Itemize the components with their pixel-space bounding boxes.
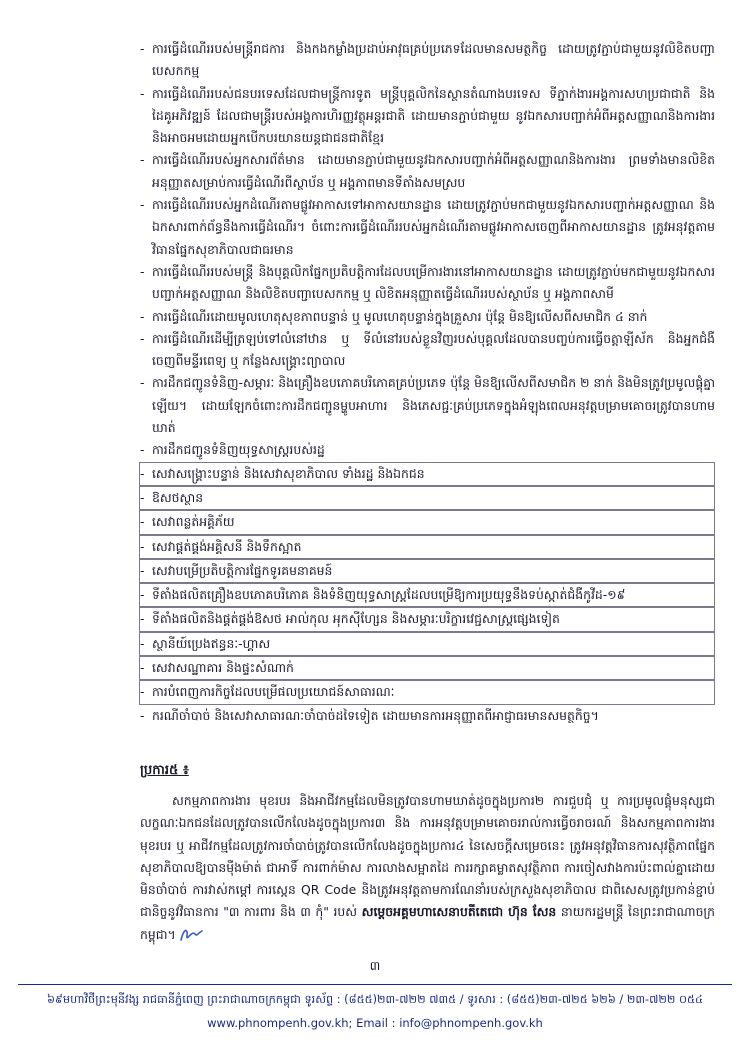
list-item: - សេវាផ្គត់ផ្គង់អគ្គិសនី និងទឹកស្អាត [139,535,715,559]
list-item: - សេវាសណ្ឋាគារ និងផ្ទះសំណាក់ [139,656,715,680]
footer-address: ៦៩មហាវិថីព្រះមុនីវង្ស រាជធានីភ្នំពេញ ព្រះរាជាណាចក្រកម្ពុជា ទូរស័ព្ទ : (៨៥៥)២៣-៧២២ ៧៣៥ / ទូរសារ : (៨៥៥)២៣-៧២៥ ៦២៦ / ២៣-៧២២ ០៥៤ [46,993,704,1006]
email-link[interactable]: info@phnompenh.gov.kh [399,1016,543,1030]
list-item: - ការបំពេញការកិច្ចដែលបម្រើផលប្រយោជន៍សាធារណៈ [139,680,715,704]
page-number: ៣ [369,958,381,973]
list-item: - ការដឹកជញ្ជូនទំនិញ-សម្ភារៈ និងគ្រឿងឧបភោគបរិភោគគ្រប់ប្រភេទ ប៉ុន្តែ មិនឱ្យលើសពីសមាជិក ២ នាក់ និងមិនត្រូវប្រមូលផ្តុំគ្នាឡើយ។ ដោយឡែកចំពោះការដឹកជញ្ជូនម្ហូបអាហារ និងភេសជ្ជៈគ្រប់ប្រភេទក្នុងអំឡុងពេលអនុវត្តបម្រាមគោចរត្រូវបានហាមឃាត់ [140,372,715,439]
list-item: - ឱសថស្ថាន [139,486,715,510]
list-item: - សេវាសង្គ្រោះបន្ទាន់ និងសេវាសុខាភិបាល ទាំងរដ្ឋ និងឯកជន [139,462,715,486]
list-item: - សេវាបម្រើប្រតិបត្តិការផ្នែកទូរគមនាគមន៍ [139,559,715,583]
list-item: - ការធ្វើដំណើររបស់មន្ត្រី និងបុគ្គលិកផ្នែកប្រតិបត្តិការដែលបម្រើការងារនៅអាកាសយានដ្ឋាន ដោយត្រូវភ្ជាប់មកជាមួយនូវឯកសារបញ្ជាក់អត្តសញ្ញាណ និងលិខិតបញ្ជាបេសកកម្ម ឬ លិខិតអនុញ្ញាតធ្វើដំណើររបស់ស្ថាប័ន ឬ អង្គភាពសាមី [140,261,715,306]
list-item: - ករណីចាំបាច់ និងសេវាសាធារណៈចាំបាច់ដទៃទៀត ដោយមានការអនុញ្ញាតពីអាជ្ញាធរមានសមត្ថកិច្ច។ [140,705,715,727]
initial-signature-icon [178,926,204,944]
article-5-text-end: នាយករដ្ឋមន្ត្រី នៃព្រះរាជាណាចក្រកម្ពុជា។ [140,904,715,942]
list-item: - ស្ថានីយ៍ប្រេងឥន្ធនៈ-ហ្គាស [139,632,715,656]
list-item: - ការធ្វើដំណើរដើម្បីត្រឡប់ទៅលំនៅឋាន ឬ ទីលំនៅរបស់ខ្លួនវិញរបស់បុគ្គលដែលបានបញ្ចប់ការធ្វើចត្តាឡីស័ក និងអ្នកជំងឺចេញពីមន្ទីរពេទ្យ ឬ កន្លែងសង្គ្រោះព្យាបាល [140,328,715,373]
footer-contact [0,1016,750,1030]
list-item: - ការដឹកជញ្ជូនទំនិញយុទ្ធសាស្ត្ររបស់រដ្ឋ [140,439,715,461]
website-link[interactable]: www.phnompenh.gov.kh; [207,1016,353,1030]
article-5-text: សកម្មភាពការងារ មុខរបរ និងអាជីវកម្មដែលមិនត្រូវបានហាមឃាត់ដូចក្នុងប្រការ២ ការជួបជុំ ឬ ការប្រមូលផ្តុំមនុស្សជាលក្ខណៈឯកជនដែលត្រូវបានលើកលែងដូចក្នុងប្រការ៣ និង ការអនុវត្តបម្រាមគោចររាល់ការធ្វើចរាចរណ៍ និងសកម្មភាពការងារ មុខរបរ ឬ អាជីវកម្មដែលត្រូវការចាំបាច់ត្រូវបានលើកលែងដូចក្នុងប្រការ៤ នៃសេចក្តីសម្រេចនេះ ត្រូវអនុវត្តវិធានការសុវត្ថិភាពផ្នែកសុខាភិបាលឱ្យបានម៉ឺងម៉ាត់ ជាអាទិ៍ ការពាក់ម៉ាស ការលាងសម្អាតដៃ ការរក្សាគម្លាតសុវត្ថិភាព ការចៀសវាងការប៉ះពាល់គ្នាដោយមិនចាំបាច់ ការវាស់កម្តៅ ការស្កេន QR Code និងត្រូវអនុវត្តតាមការណែនាំរបស់ក្រសួងសុខាភិបាល ជាពិសេសត្រូវប្រកាន់ខ្ជាប់ជានិច្ចនូវវិធានការ "៣ ការពារ និង ៣ កុំ" របស់ [140,793,715,920]
list-item: - ការធ្វើដំណើរដោយមូលហេតុសុខភាពបន្ទាន់ ឬ មូលហេតុបន្ទាន់ក្នុងគ្រួសារ ប៉ុន្តែ មិនឱ្យលើសពីសមាជិក ៤ នាក់ [140,306,715,328]
list-item: - ការធ្វើដំណើររបស់អ្នកសារព័ត៌មាន ដោយមានភ្ជាប់ជាមួយនូវឯកសារបញ្ជាក់អំពីអត្តសញ្ញាណនិងការងារ ព្រមទាំងមានលិខិតអនុញ្ញាតសម្រាប់ការធ្វើដំណើរពីស្ថាប័ន ឬ អង្គភាពមានទីតាំងសមស្រប [140,149,715,194]
article-5-body [140,790,715,946]
list-item: - ការធ្វើដំណើររបស់មន្ត្រីរាជការ និងកងកម្លាំងប្រដាប់អាវុធគ្រប់ប្រភេទដែលមានសមត្ថកិច្ច ដោយត្រូវភ្ជាប់ជាមួយនូវលិខិតបញ្ជាបេសកកម្ម [140,38,715,83]
list-item: - ទីតាំងផលិតនិងផ្គត់ផ្គង់ឱសថ អាល់កុល អុកស៊ីហ្សែន និងសម្ភារៈបរិក្ខារវេជ្ជសាស្ត្រផ្សេងទៀត [139,607,715,631]
list-item: - ការធ្វើដំណើររបស់ជនបរទេសដែលជាមន្ត្រីការទូត មន្ត្រីបុគ្គលិកនៃស្ថានតំណាងបរទេស ទីភ្នាក់ងារអង្គការសហប្រជាជាតិ និងដៃគូអភិវឌ្ឍន៍ ដែលជាមន្ត្រីរបស់អង្គការហិរញ្ញវត្ថុអន្តរជាតិ ដោយមានភ្ជាប់ជាមួយ នូវឯកសារបញ្ជាក់អំពីអត្តសញ្ញាណនិងការងារ និងអាចអមដោយអ្នកបើកបរយានយន្តជាជនជាតិខ្មែរ [140,83,715,150]
list-item: - សេវាពន្លត់អគ្គិភ័យ [139,510,715,534]
list-item: - ទីតាំងផលិតគ្រឿងឧបភោគបរិភោគ និងទំនិញយុទ្ធសាស្ត្រដែលបម្រើឱ្យការប្រយុទ្ធនឹងទប់ស្កាត់ជំងឺកូវីដ-១៩ [139,583,715,607]
article-5-heading: ប្រការ៥ ៖ [140,763,189,778]
footer-divider [18,984,732,985]
exception-list [140,38,715,727]
prime-minister-name: សម្តេចអគ្គមហាសេនាបតីតេជោ ហ៊ុន សែន [361,904,557,920]
email-label: Email : [356,1016,396,1030]
list-item: - ការធ្វើដំណើររបស់អ្នកដំណើរតាមផ្លូវអាកាសទៅអាកាសយានដ្ឋាន ដោយត្រូវភ្ជាប់មកជាមួយនូវឯកសារបញ្ជាក់អត្តសញ្ញាណ និងឯកសារពាក់ព័ន្ធនឹងការធ្វើដំណើរ។ ចំពោះការធ្វើដំណើររបស់អ្នកដំណើរតាមផ្លូវអាកាសចេញពីអាកាសយានដ្ឋាន ត្រូវអនុវត្តតាមវិធានផ្នែកសុខាភិបាលជាធរមាន [140,194,715,261]
